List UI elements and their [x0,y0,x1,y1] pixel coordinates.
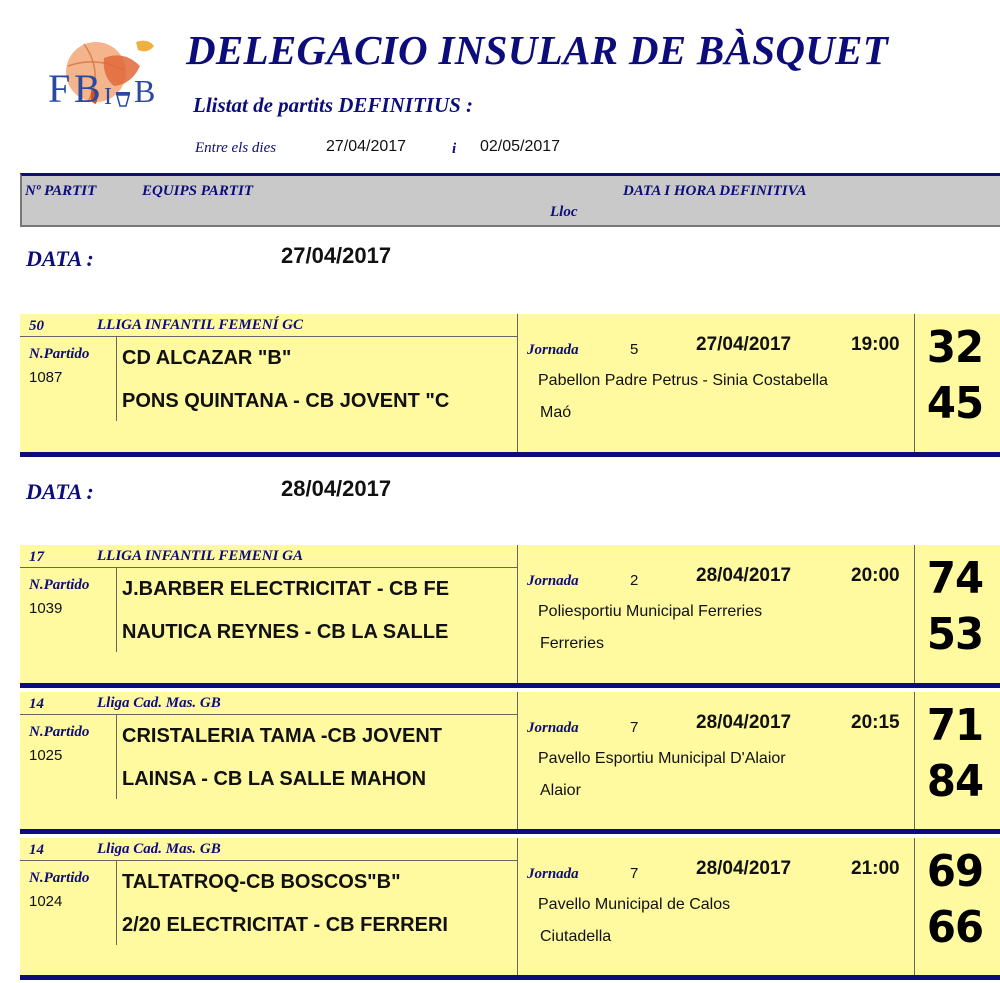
page-title: DELEGACIO INSULAR DE BÀSQUET [186,27,889,73]
match-date: 28/04/2017 [696,565,792,586]
n-partido-value: 1025 [29,747,63,764]
match-time: 21:00 [851,858,900,879]
match-date: 28/04/2017 [696,858,792,879]
venue-name: Pabellon Padre Petrus - Sinia Costabella [538,372,828,389]
jornada-label: Jornada [527,342,579,358]
home-score: 32 [926,322,984,373]
home-score: 71 [926,700,984,751]
column-teams: EQUIPS PARTIT [142,183,253,199]
date-heading-value: 28/04/2017 [281,476,392,501]
venue-town: Maó [540,404,572,421]
date-heading-label: DATA : [26,479,94,504]
jornada-value: 7 [630,865,639,882]
match-date: 27/04/2017 [696,334,792,355]
home-team: TALTATROQ-CB BOSCOS"B" [122,871,401,893]
n-partido-label: N.Partido [29,577,90,593]
jornada-label: Jornada [527,866,579,882]
jornada-label: Jornada [527,573,579,589]
venue-town: Ciutadella [540,928,612,945]
away-team: LAINSA - CB LA SALLE MAHON [122,768,427,790]
jornada-value: 5 [630,341,639,358]
svg-text:B: B [134,73,156,109]
n-partido-label: N.Partido [29,724,90,740]
match-number: 14 [29,696,44,712]
away-score: 45 [926,378,984,429]
league-name: LLIGA INFANTIL FEMENI GA [97,548,304,564]
away-team: 2/20 ELECTRICITAT - CB FERRERI [122,914,448,936]
match-date: 28/04/2017 [696,712,792,733]
home-team: J.BARBER ELECTRICITAT - CB FE [122,578,450,600]
match-number: 17 [29,549,44,565]
match-time: 20:15 [851,712,900,733]
match-number: 14 [29,842,44,858]
jornada-value: 2 [630,572,639,589]
date-range-conjunction: i [452,141,457,157]
fbib-logo [44,36,160,116]
jornada-value: 7 [630,719,639,736]
jornada-label: Jornada [527,720,579,736]
match-number: 50 [29,318,44,334]
column-datetime: DATA I HORA DEFINITIVA [623,183,807,199]
n-partido-label: N.Partido [29,346,90,362]
away-score: 53 [926,609,984,660]
match-card [20,545,1000,688]
league-name: Lliga Cad. Mas. GB [97,695,221,711]
svg-text:I: I [104,84,112,110]
venue-name: Pavello Municipal de Calos [538,896,731,913]
column-header-bar [20,173,1000,227]
svg-text:F: F [48,66,71,111]
date-range-label: Entre els dies [195,140,277,156]
page-subtitle: Llistat de partits DEFINITIUS : [193,93,474,117]
league-name: Lliga Cad. Mas. GB [97,841,221,857]
venue-name: Poliesportiu Municipal Ferreries [538,603,763,620]
home-team: CD ALCAZAR "B" [122,347,292,369]
league-name: LLIGA INFANTIL FEMENÍ GC [97,317,304,333]
match-time: 20:00 [851,565,900,586]
date-heading-label: DATA : [26,246,94,271]
venue-town: Alaior [540,782,581,799]
n-partido-value: 1024 [29,893,63,910]
away-score: 84 [926,756,984,807]
date-heading-value: 27/04/2017 [281,243,392,268]
n-partido-value: 1087 [29,369,63,386]
venue-town: Ferreries [540,635,605,652]
venue-name: Pavello Esportiu Municipal D'Alaior [538,750,786,767]
home-team: CRISTALERIA TAMA -CB JOVENT [122,725,442,747]
column-venue: Lloc [550,204,578,220]
home-score: 74 [926,553,984,604]
match-time: 19:00 [851,334,900,355]
away-team: NAUTICA REYNES - CB LA SALLE [122,621,449,643]
svg-text:B: B [74,66,101,111]
match-card [20,692,1000,834]
away-score: 66 [926,902,984,953]
column-match-no: Nº PARTIT [25,183,97,199]
date-range-to: 02/05/2017 [480,138,561,155]
n-partido-label: N.Partido [29,870,90,886]
home-score: 69 [926,846,984,897]
n-partido-value: 1039 [29,600,63,617]
date-range-from: 27/04/2017 [326,138,407,155]
match-card [20,314,1000,457]
away-team: PONS QUINTANA - CB JOVENT "C [122,390,450,412]
basketball-logo-icon [44,36,160,116]
match-card [20,838,1000,980]
